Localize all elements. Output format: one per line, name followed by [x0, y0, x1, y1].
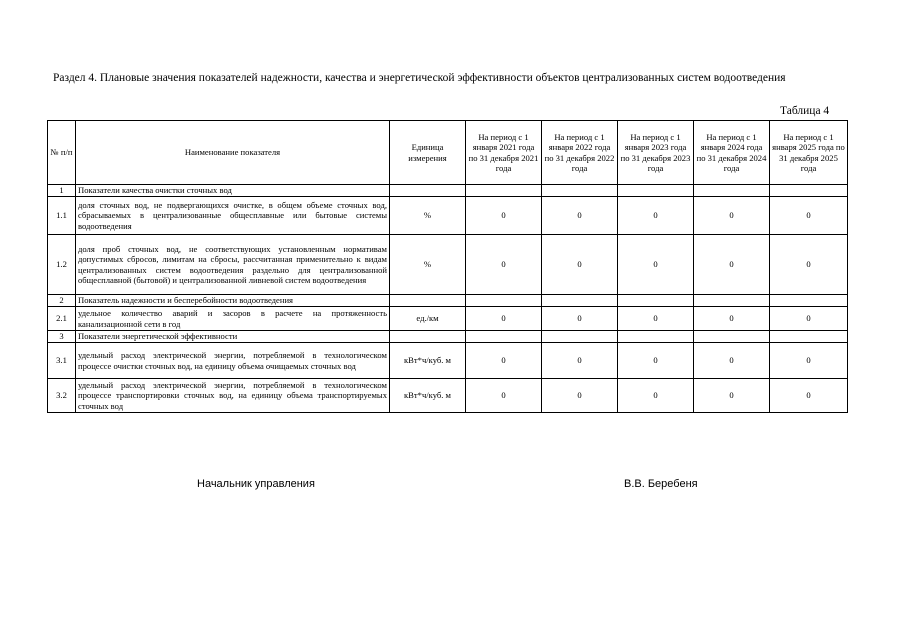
row-unit: % [390, 235, 466, 295]
header-period-2023: На период с 1 января 2023 года по 31 декабря 2023 года [618, 121, 694, 185]
section-title-cell: Показатель надежности и бесперебойности водоотведения [76, 295, 390, 307]
header-period-2021: На период с 1 января 2021 года по 31 декабря 2021 года [466, 121, 542, 185]
row-name: удельное количество аварий и засоров в расчете на протяженность канализационной сети в год [76, 307, 390, 331]
row-num: 3.1 [48, 343, 76, 379]
row-value: 0 [542, 235, 618, 295]
header-unit: Единица измерения [390, 121, 466, 185]
row-value: 0 [466, 197, 542, 235]
section-num: 1 [48, 185, 76, 197]
row-value: 0 [618, 343, 694, 379]
row-value: 0 [694, 235, 770, 295]
row-value: 0 [466, 235, 542, 295]
header-period-2025: На период с 1 января 2025 года по 31 декабря 2025 года [770, 121, 848, 185]
section-row [48, 185, 848, 197]
signature-position: Начальник управления [197, 478, 315, 490]
table-row [48, 379, 848, 413]
section-title-cell: Показатели энергетической эффективности [76, 331, 390, 343]
row-value: 0 [618, 197, 694, 235]
row-value: 0 [542, 197, 618, 235]
signature-name: В.В. Беребеня [624, 478, 698, 490]
row-name: удельный расход электрической энергии, потребляемой в технологическом процессе транспортировки сточных вод, на единицу объема транспортируемых сточных вод [76, 379, 390, 413]
row-num: 1.2 [48, 235, 76, 295]
row-unit: кВт*ч/куб. м [390, 379, 466, 413]
row-value: 0 [618, 235, 694, 295]
row-value: 0 [542, 343, 618, 379]
row-value: 0 [466, 379, 542, 413]
section-num: 2 [48, 295, 76, 307]
row-num: 3.2 [48, 379, 76, 413]
row-value: 0 [694, 197, 770, 235]
row-value: 0 [770, 235, 848, 295]
row-value: 0 [694, 307, 770, 331]
header-num: № п/п [48, 121, 76, 185]
row-value: 0 [618, 379, 694, 413]
row-value: 0 [694, 343, 770, 379]
table-label: Таблица 4 [780, 105, 830, 117]
row-value: 0 [770, 197, 848, 235]
row-num: 2.1 [48, 307, 76, 331]
table-row [48, 343, 848, 379]
row-value: 0 [542, 307, 618, 331]
section-title: Раздел 4. Плановые значения показателей надежности, качества и энергетической эффективности объектов централизованных систем водоотведения [53, 72, 786, 84]
table-row [48, 235, 848, 295]
row-value: 0 [694, 379, 770, 413]
section-row [48, 331, 848, 343]
row-unit: % [390, 197, 466, 235]
table-row [48, 197, 848, 235]
header-name: Наименование показателя [76, 121, 390, 185]
row-num: 1.1 [48, 197, 76, 235]
row-value: 0 [770, 379, 848, 413]
row-name: доля проб сточных вод, не соответствующих установленным нормативам допустимых сбросов, лимитам на сбросы, рассчитанная применительно к видам централизованных систем водоотведения раздельно для централизованной общесплавной (бытовой) и централизованной ливневой систем водоотведения [76, 235, 390, 295]
row-value: 0 [770, 343, 848, 379]
indicators-table [47, 120, 848, 413]
row-value: 0 [466, 307, 542, 331]
row-value: 0 [466, 343, 542, 379]
section-row [48, 295, 848, 307]
section-title-cell: Показатели качества очистки сточных вод [76, 185, 390, 197]
row-unit: кВт*ч/куб. м [390, 343, 466, 379]
section-num: 3 [48, 331, 76, 343]
row-value: 0 [770, 307, 848, 331]
header-period-2022: На период с 1 января 2022 года по 31 декабря 2022 года [542, 121, 618, 185]
row-unit: ед./км [390, 307, 466, 331]
table-row [48, 307, 848, 331]
table-header-row [48, 121, 848, 185]
row-name: доля сточных вод, не подвергающихся очистке, в общем объеме сточных вод, сбрасываемых в централизованные общесплавные или бытовые системы водоотведения [76, 197, 390, 235]
header-period-2024: На период с 1 января 2024 года по 31 декабря 2024 года [694, 121, 770, 185]
row-value: 0 [618, 307, 694, 331]
row-name: удельный расход электрической энергии, потребляемой в технологическом процессе очистки сточных вод, на единицу объема очищаемых сточных вод [76, 343, 390, 379]
row-value: 0 [542, 379, 618, 413]
